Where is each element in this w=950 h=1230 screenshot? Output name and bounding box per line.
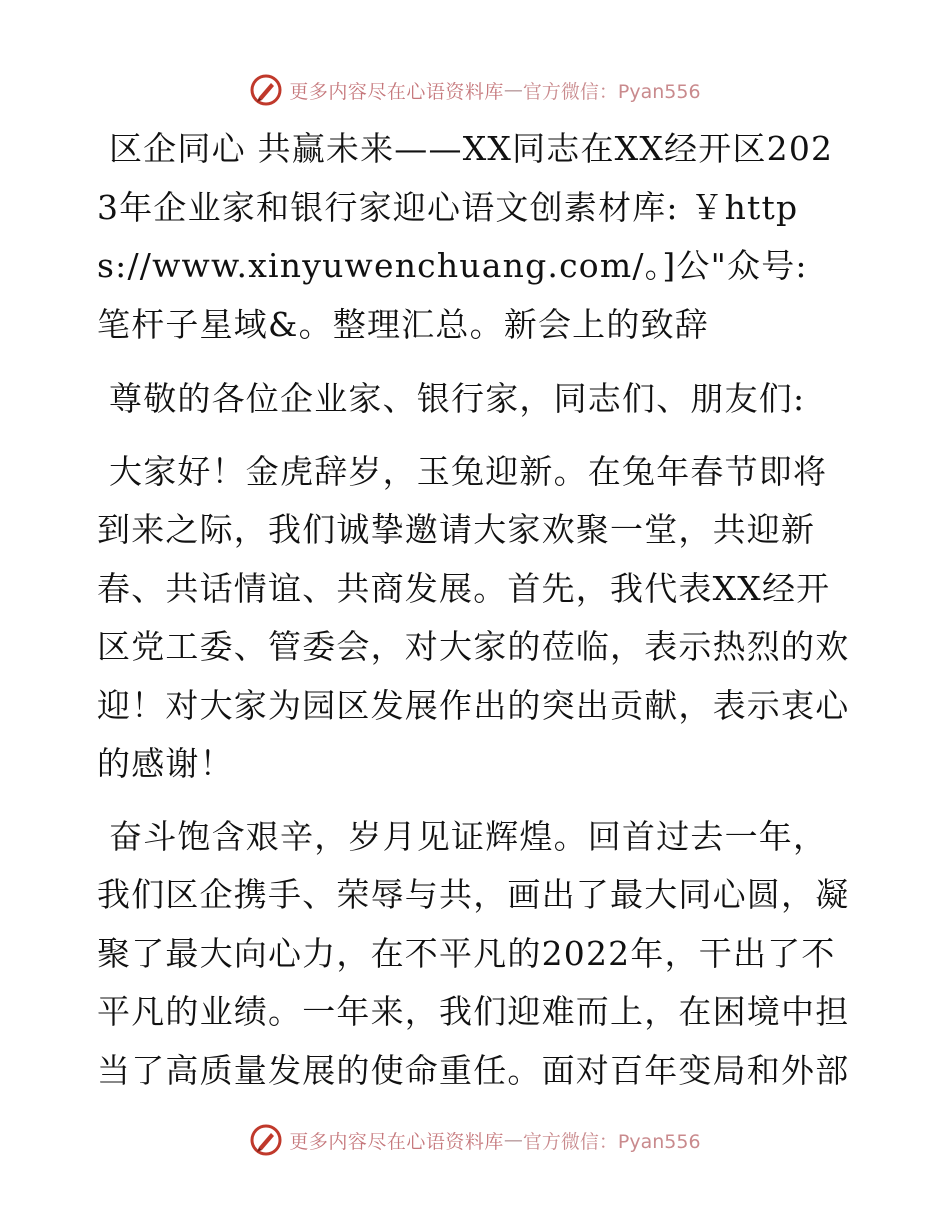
- paragraph-review: 奋斗饱含艰辛，岁月见证辉煌。回首过去一年，我们区企携手、荣辱与共，画出了最大同心圆，凝聚了最大向心力，在不平凡的2022年，干出了不平凡的业绩。一年来，我们迎难而上，在困境中担当了高质量发展的使命重任。面对百年变局和外部: [97, 816, 850, 1090]
- document-title: 区企同心 共赢未来——XX同志在XX经开区2023年企业家和银行家迎心语文创素材库: ￥https://www.xinyuwenchuang.com/。]公"众号: 笔杆子星域&。整理汇总。新会上的致辞: [97, 129, 834, 344]
- watermark-separator: —: [503, 79, 523, 101]
- pen-logo-icon: [249, 1123, 283, 1157]
- document-body: [97, 120, 853, 1114]
- watermark-footer: [0, 1120, 950, 1160]
- watermark-main-text: 更多内容尽在心语资料库: [289, 1130, 504, 1153]
- watermark-wechat-text: 官方微信：Pyan556: [522, 1130, 701, 1153]
- pen-logo-icon: [249, 73, 283, 107]
- watermark-separator: —: [503, 1129, 523, 1151]
- watermark-main-text: 更多内容尽在心语资料库: [289, 80, 504, 103]
- watermark-header: [0, 70, 950, 110]
- paragraph-greeting: 尊敬的各位企业家、银行家，同志们、朋友们:: [109, 379, 806, 418]
- watermark-wechat-text: 官方微信：Pyan556: [522, 80, 701, 103]
- paragraph-welcome: 大家好！金虎辞岁，玉兔迎新。在兔年春节即将到来之际，我们诚挚邀请大家欢聚一堂，共迎新春、共话情谊、共商发展。首先，我代表XX经开区党工委、管委会，对大家的莅临，表示热烈的欢迎！对大家为园区发展作出的突出贡献，表示衷心的感谢！: [97, 451, 850, 783]
